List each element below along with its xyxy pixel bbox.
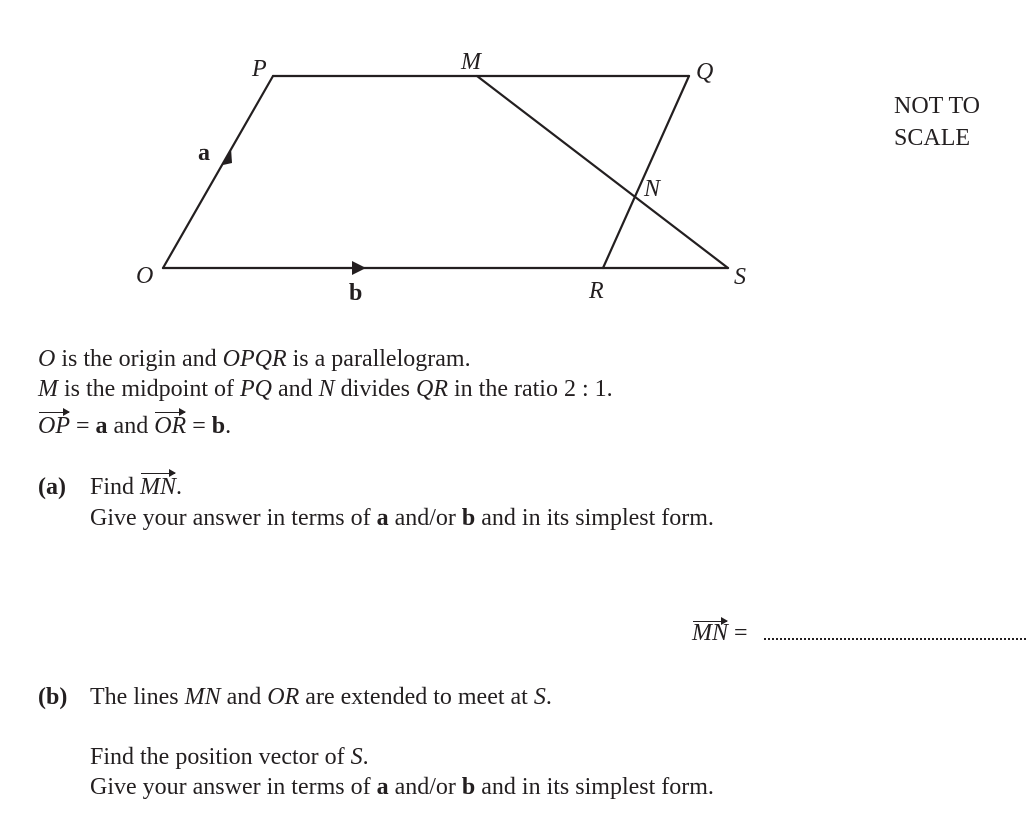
vector-a-arrow-icon xyxy=(223,148,232,165)
text-or: OR xyxy=(267,684,300,710)
text: are extended to meet at xyxy=(299,684,534,710)
text: and xyxy=(272,376,319,402)
part-b-question xyxy=(38,682,552,712)
intro-line-1 xyxy=(38,344,471,374)
vector-or: OR xyxy=(154,413,187,439)
line-ms xyxy=(477,76,728,268)
vector-label-a: a xyxy=(198,140,210,166)
answer-vector-mn: MN xyxy=(692,620,728,646)
part-b-find xyxy=(90,742,369,772)
text: Find xyxy=(90,474,141,500)
answer-line-mn xyxy=(692,620,1026,647)
text: . xyxy=(545,684,552,710)
side-op xyxy=(163,76,273,268)
point-label-s: S xyxy=(734,264,746,290)
point-label-p: P xyxy=(252,56,267,82)
note-line-1: NOT TO xyxy=(894,93,981,119)
text-b: b xyxy=(461,505,476,531)
part-a-instruction xyxy=(90,503,714,533)
answer-blank[interactable] xyxy=(764,620,1026,640)
text: = xyxy=(186,413,212,439)
vector-label-b: b xyxy=(349,280,363,306)
text: and in its simplest form. xyxy=(475,774,714,800)
text: The lines xyxy=(90,684,185,710)
text-o: O xyxy=(38,346,56,372)
text: = xyxy=(70,413,96,439)
parallelogram-diagram xyxy=(0,0,1029,330)
point-label-m: M xyxy=(461,49,481,75)
part-a-label: (a) xyxy=(38,474,66,500)
text: Give your answer in terms of xyxy=(90,505,377,531)
text-a: a xyxy=(376,505,389,531)
text-qr: QR xyxy=(416,376,448,402)
text-pq: PQ xyxy=(240,376,272,402)
point-label-q: Q xyxy=(696,59,714,85)
text-s: S xyxy=(350,744,363,770)
text: divides xyxy=(334,376,416,402)
text: . xyxy=(362,744,369,770)
vector-b-arrow-icon xyxy=(352,261,366,275)
text: in the ratio 2 : 1. xyxy=(448,376,613,402)
text-b: b xyxy=(461,774,476,800)
text-n: N xyxy=(318,376,335,402)
text: . xyxy=(225,413,232,439)
intro-line-2 xyxy=(38,374,613,404)
text-a: a xyxy=(376,774,389,800)
part-a-question xyxy=(38,472,182,502)
text-m: M xyxy=(38,376,58,402)
intro-line-3 xyxy=(38,411,231,441)
text-b: b xyxy=(211,413,226,439)
text-opqr: OPQR xyxy=(222,346,287,372)
not-to-scale-note xyxy=(894,90,980,154)
part-b-instruction xyxy=(90,772,714,802)
text: . xyxy=(176,474,183,500)
vector-op: OP xyxy=(38,413,70,439)
point-label-r: R xyxy=(589,278,604,304)
text: is the midpoint of xyxy=(58,376,240,402)
text: and xyxy=(220,684,268,710)
text: and in its simplest form. xyxy=(475,505,714,531)
side-qr xyxy=(603,76,689,268)
text: Give your answer in terms of xyxy=(90,774,377,800)
point-label-o: O xyxy=(136,263,154,289)
note-line-2: SCALE xyxy=(894,125,971,151)
point-label-n: N xyxy=(644,176,661,202)
text: Find the position vector of xyxy=(90,744,351,770)
text-s: S xyxy=(533,684,546,710)
text-mn: MN xyxy=(184,684,221,710)
text: and/or xyxy=(388,505,462,531)
text-a: a xyxy=(95,413,108,439)
vector-mn: MN xyxy=(140,474,177,500)
part-b-label: (b) xyxy=(38,684,68,710)
text: and/or xyxy=(388,774,462,800)
text: is a parallelogram. xyxy=(286,346,471,372)
text: is the origin and xyxy=(55,346,223,372)
text: and xyxy=(107,413,155,439)
text: = xyxy=(728,620,754,646)
